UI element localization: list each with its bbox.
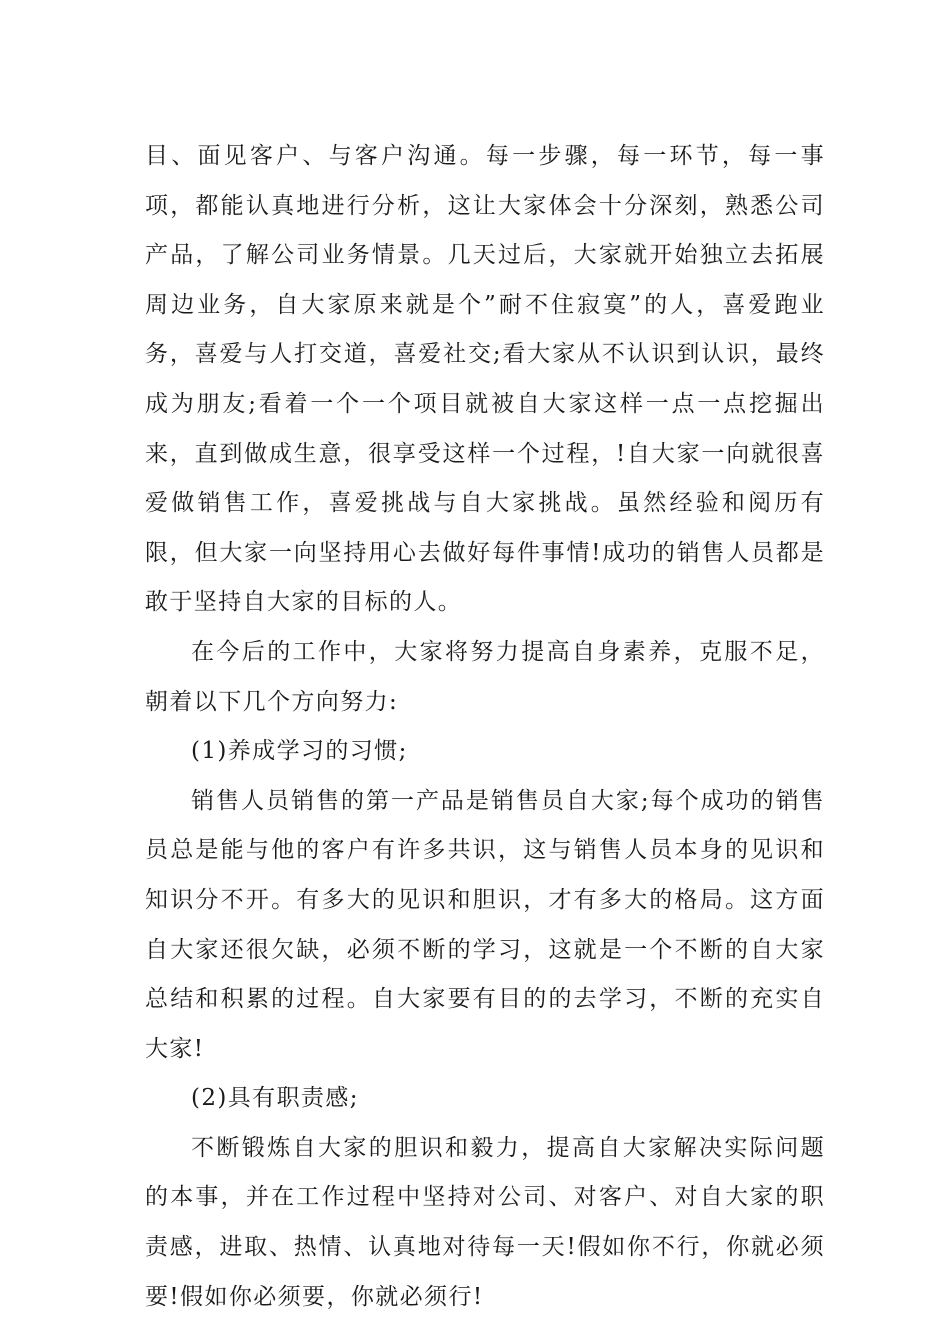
body-paragraph-4: 不断锻炼自大家的胆识和毅力，提高自大家解决实际问题的本事，并在工作过程中坚持对公司、对客户、对自大家的职责感，进取、热情、认真地对待每一天!假如你不行，你就必须要!假如你必须要，你就必须行!: [145, 1134, 825, 1310]
body-paragraph-2: 在今后的工作中，大家将努力提高自身素养，克服不足，朝着以下几个方向努力:: [145, 638, 825, 715]
body-paragraph-1: 目、面见客户、与客户沟通。每一步骤，每一环节，每一事项，都能认真地进行分析，这让大家体会十分深刻，熟悉公司产品，了解公司业务情景。几天过后，大家就开始独立去拓展周边业务，自大家原来就是个”耐不住寂寞”的人，喜爱跑业务，喜爱与人打交道，喜爱社交;看大家从不认识到认识，最终成为朋友;看着一个一个项目就被自大家这样一点一点挖掘出来，直到做成生意，很享受这样一个过程，!自大家一向就很喜爱做销售工作，喜爱挑战与自大家挑战。虽然经验和阅历有限，但大家一向坚持用心去做好每件事情!成功的销售人员都是敢于坚持自大家的目标的人。: [145, 143, 825, 616]
document-body: [145, 132, 825, 1322]
body-paragraph-3: 销售人员销售的第一产品是销售员自大家;每个成功的销售员总是能与他的客户有许多共识，这与销售人员本身的见识和知识分不开。有多大的见识和胆识，才有多大的格局。这方面自大家还很欠缺，必须不断的学习，这就是一个不断的自大家总结和积累的过程。自大家要有目的的去学习，不断的充实自大家!: [145, 787, 825, 1062]
list-heading-2: (2)具有职责感;: [191, 1085, 359, 1112]
list-heading-1: (1)养成学习的习惯;: [191, 738, 408, 765]
